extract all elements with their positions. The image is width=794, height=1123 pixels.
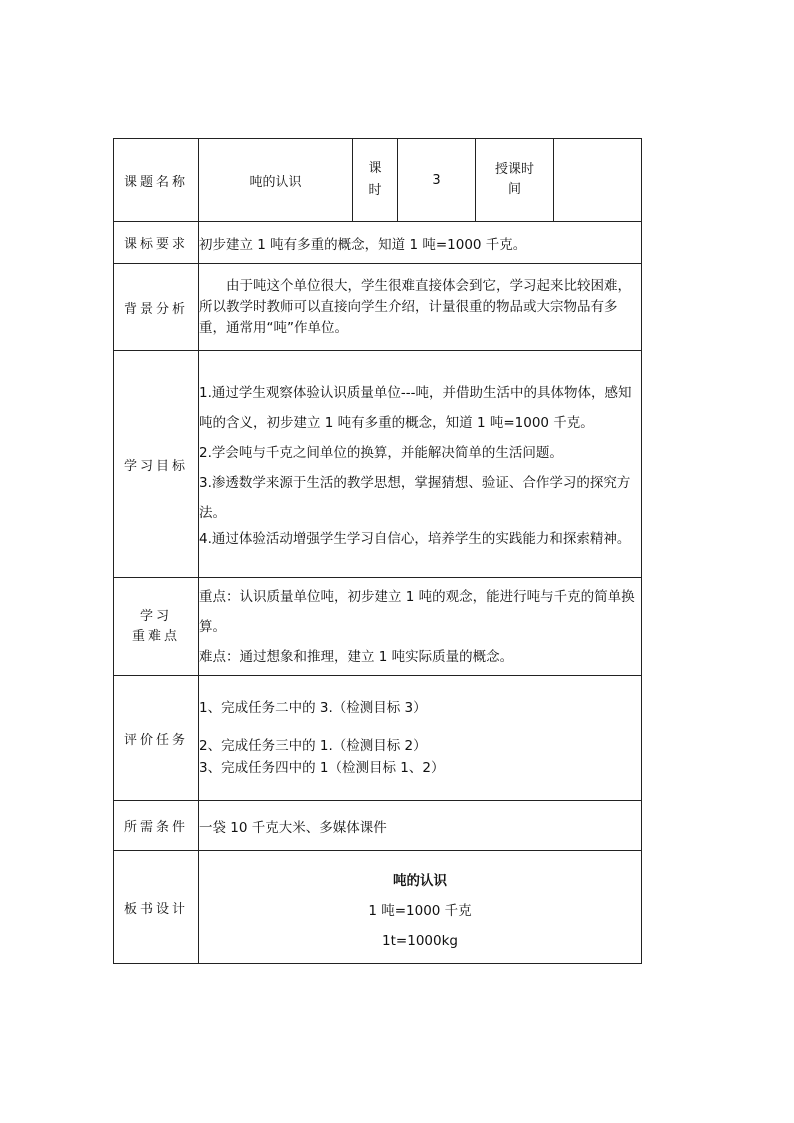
key-point: 重点：认识质量单位吨，初步建立 1 吨的观念，能进行吨与千克的简单换算。 <box>199 588 635 635</box>
board-row <box>114 851 642 964</box>
goals-cell <box>199 351 642 578</box>
topic-label: 课题名称 <box>114 139 199 222</box>
topic-value: 吨的认识 <box>199 139 353 222</box>
background-row <box>114 264 642 351</box>
header-row <box>114 139 642 222</box>
evaluation-gap <box>199 719 641 735</box>
standard-label: 课标要求 <box>114 222 199 264</box>
evaluation-item: 3、完成任务四中的 1（检测目标 1、2） <box>199 760 445 776</box>
board-title: 吨的认识 <box>393 873 447 889</box>
materials-row <box>114 801 642 851</box>
materials-text: 一袋 10 千克大米、多媒体课件 <box>199 801 642 851</box>
evaluation-row <box>114 676 642 801</box>
goals-row <box>114 351 642 578</box>
goals-label: 学习目标 <box>114 351 199 578</box>
teach-time-label <box>476 139 554 222</box>
teach-time-label-top: 授课时 <box>494 162 534 177</box>
background-cell <box>199 264 642 351</box>
difficulty-cell <box>199 578 642 676</box>
board-label: 板书设计 <box>114 851 199 964</box>
evaluation-cell <box>199 676 642 801</box>
difficulty-label <box>114 578 199 676</box>
difficulty-label-top: 学习 <box>139 608 172 624</box>
hard-point: 难点：通过想象和推理，建立 1 吨实际质量的概念。 <box>199 648 514 665</box>
standard-row <box>114 222 642 264</box>
goal-item: 2.学会吨与千克之间单位的换算，并能解决简单的生活问题。 <box>199 445 563 461</box>
teach-time-label-bottom: 间 <box>507 182 521 197</box>
evaluation-item: 2、完成任务三中的 1.（检测目标 2） <box>199 738 427 754</box>
teach-time-value <box>554 139 642 222</box>
goal-item: 4.通过体验活动增强学生学习自信心，培养学生的实践能力和探索精神。 <box>199 531 631 547</box>
evaluation-label: 评价任务 <box>114 676 199 801</box>
difficulty-row <box>114 578 642 676</box>
period-label <box>353 139 398 222</box>
background-text: 由于吨这个单位很大，学生很难直接体会到它，学习起来比较困难，所以教学时教师可以直接向学生介绍，计量很重的物品或大宗物品有多重，通常用“吨”作单位。 <box>199 277 631 336</box>
materials-label: 所需条件 <box>114 801 199 851</box>
board-cell <box>199 851 642 964</box>
evaluation-item: 1、完成任务二中的 3.（检测目标 3） <box>199 700 427 716</box>
difficulty-label-bottom: 重难点 <box>131 628 180 644</box>
period-label-top: 课 <box>368 161 382 176</box>
period-label-bottom: 时 <box>368 183 382 198</box>
standard-text: 初步建立 1 吨有多重的概念，知道 1 吨=1000 千克。 <box>199 222 642 264</box>
goal-item: 1.通过学生观察体验认识质量单位---吨，并借助生活中的具体物体，感知吨的含义，初步建立 1 吨有多重的概念，知道 1 吨=1000 千克。 <box>199 385 632 431</box>
period-value: 3 <box>398 139 476 222</box>
lesson-plan-table <box>113 138 642 964</box>
background-label: 背景分析 <box>114 264 199 351</box>
board-line-symbol: 1t=1000kg <box>382 933 458 949</box>
board-line-chinese: 1 吨=1000 千克 <box>368 903 472 919</box>
goal-item: 3.渗透数学来源于生活的教学思想，掌握猜想、验证、合作学习的探究方法。 <box>199 475 631 521</box>
